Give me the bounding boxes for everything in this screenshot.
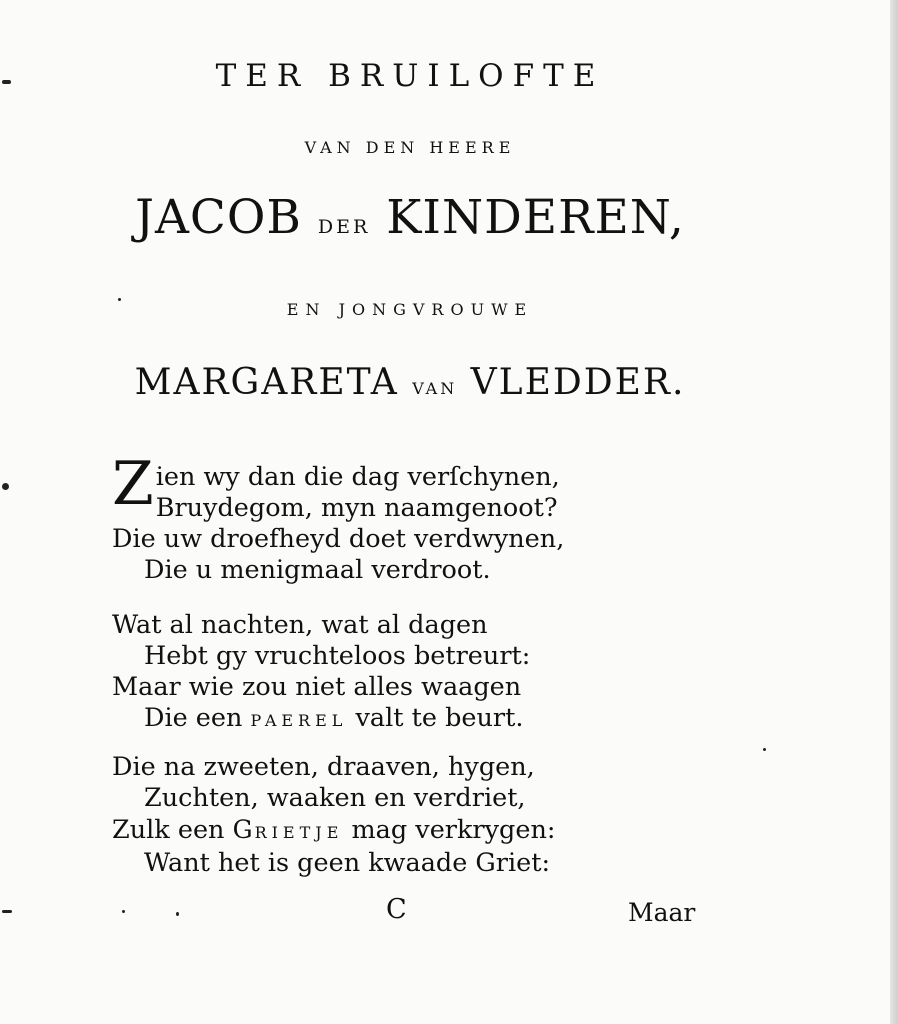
ink-speck	[122, 910, 125, 913]
groom-first-name: JACOB	[135, 190, 302, 245]
verse-line: Zuchten, waaken en verdriet,	[144, 783, 526, 813]
verse-text: Zulk een	[112, 815, 225, 845]
verse-line: Maar wie zou niet alles waagen	[112, 672, 522, 702]
small-caps-word: PAEREL	[250, 711, 348, 730]
verse-text: ien wy dan die dag verſchynen,	[155, 462, 560, 492]
verse-text: Die een	[144, 703, 243, 733]
heading-line-4: EN JONGVROUWE	[286, 300, 534, 319]
verse-text: mag verkrygen:	[351, 815, 556, 845]
ink-speck	[763, 748, 766, 751]
stanza-2	[112, 610, 752, 736]
verse-line: Die uw droefheyd doet verdwynen,	[112, 524, 565, 554]
heading-bride-name	[0, 362, 820, 403]
verse-text: valt te beurt.	[355, 703, 524, 733]
verse-line: Bruydegom, myn naamgenoot?	[155, 493, 558, 523]
small-caps-initial: G	[232, 815, 255, 844]
drop-cap: Z	[112, 449, 154, 519]
groom-particle: DER	[317, 216, 371, 238]
groom-surname: KINDEREN,	[386, 190, 685, 245]
ink-speck	[176, 912, 179, 916]
bride-surname: VLEDDER.	[470, 362, 686, 403]
heading-groom-name	[0, 190, 820, 245]
catchword: Maar	[628, 898, 696, 927]
verse-line: Hebt gy vruchteloos betreurt:	[144, 641, 531, 671]
margin-mark	[2, 910, 12, 913]
bride-particle: VAN	[412, 379, 458, 398]
verse-line	[112, 703, 752, 736]
bride-first-name: MARGARETA	[134, 362, 399, 403]
heading-line-2: VAN DEN HEERE	[304, 138, 516, 157]
page-edge	[890, 0, 898, 1024]
stanza-1	[112, 449, 752, 586]
signature-mark: C	[386, 894, 407, 925]
verse-line: Wat al nachten, wat al dagen	[112, 610, 488, 640]
small-caps-word: RIETJE	[254, 823, 344, 842]
margin-mark	[2, 483, 9, 490]
stanza-3	[112, 752, 752, 879]
verse-line: Want het is geen kwaade Griet:	[144, 848, 551, 878]
verse-line: Die u menigmaal verdroot.	[144, 555, 491, 585]
verse-line: Die na zweeten, draaven, hygen,	[112, 752, 535, 782]
heading-line-1: TER BRUILOFTE	[215, 58, 605, 94]
verse-line	[112, 814, 752, 848]
